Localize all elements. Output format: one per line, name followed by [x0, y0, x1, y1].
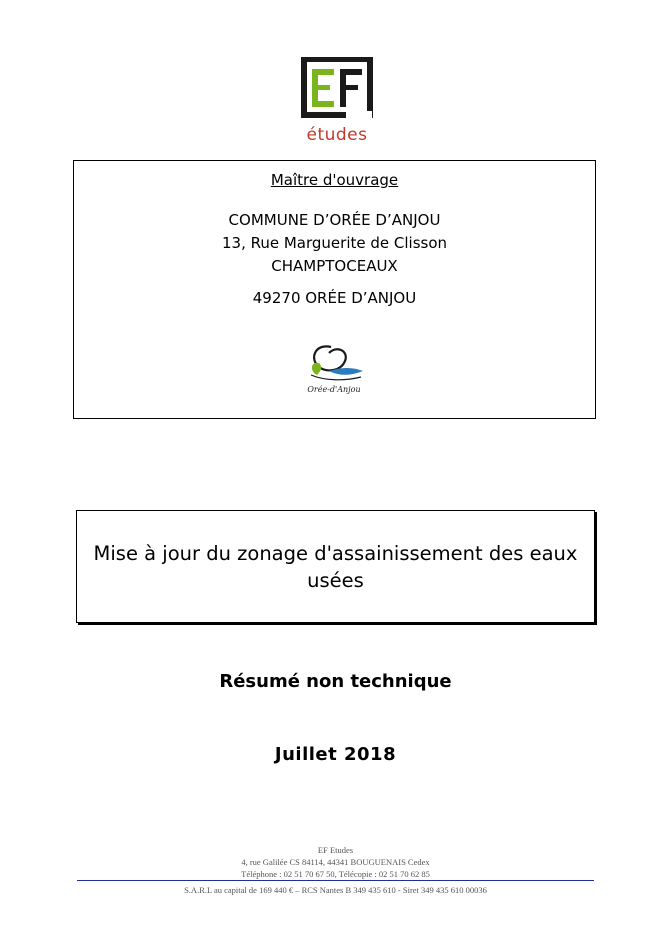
owner-heading: Maître d'ouvrage	[270, 171, 399, 189]
commune-emblem-icon	[301, 341, 367, 387]
document-subtitle: Résumé non technique	[219, 671, 452, 692]
document-date: Juillet 2018	[274, 744, 397, 765]
commune-logo-text: Orée-d'Anjou	[307, 385, 361, 394]
ef-etudes-logo	[298, 57, 376, 149]
footer-company: EF Etudes	[317, 845, 354, 855]
document-title-box	[76, 510, 595, 623]
owner-postcode-city: 49270 ORÉE D’ANJOU	[252, 289, 417, 307]
footer-legal: S.A.R.L au capital de 169 440 € – RCS Nantes B 349 435 610 - Siret 349 435 610 00036	[184, 885, 487, 895]
owner-street: 13, Rue Marguerite de Clisson	[221, 234, 448, 252]
footer-address: 4, rue Galilée CS 84114, 44341 BOUGUENAIS Cedex	[241, 857, 430, 867]
commune-logo	[301, 341, 367, 403]
document-title: Mise à jour du zonage d'assainissement des eaux usées	[93, 541, 578, 592]
owner-commune: COMMUNE D’ORÉE D’ANJOU	[228, 211, 441, 229]
ef-logo-mark	[298, 57, 376, 125]
logo-subtitle: études	[306, 125, 368, 145]
owner-box	[73, 160, 596, 419]
owner-locality: CHAMPTOCEAUX	[271, 257, 398, 275]
footer-divider	[77, 880, 594, 881]
footer-phones: Téléphone : 02 51 70 67 50, Télécopie : 02 51 70 62 85	[241, 869, 430, 879]
